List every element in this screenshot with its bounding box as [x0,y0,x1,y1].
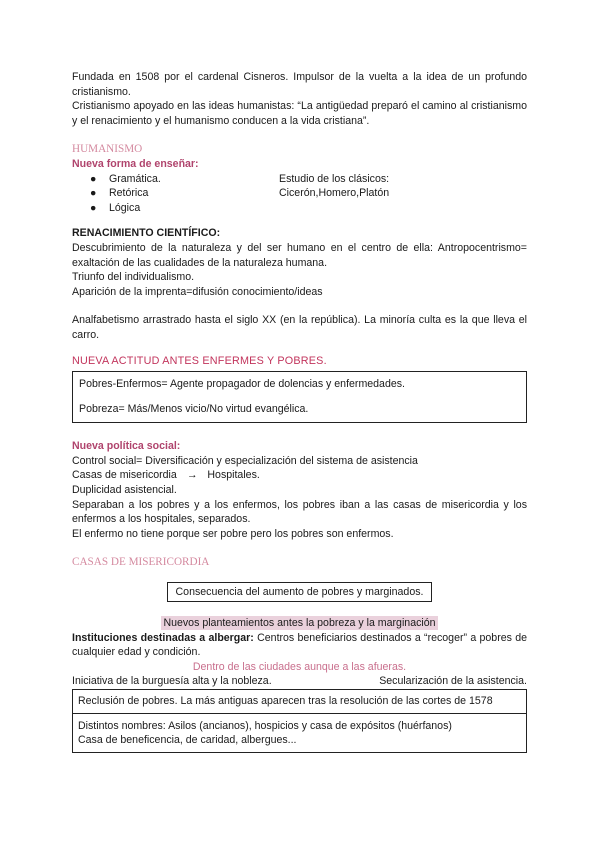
casas-label: Casas de misericordia [72,469,177,482]
planteamientos-highlight: Nuevos planteamientos antes la pobreza y la marginación [163,617,436,630]
politica-line-3: Duplicidad asistencial. [72,484,177,497]
nueva-forma-heading: Nueva forma de enseñar: [72,157,199,170]
politica-line-2 [72,468,527,483]
humanismo-list [72,172,527,216]
casas-heading: CASAS DE MISERICORDIA [72,556,210,569]
analfabetismo-note: Analfabetismo arrastrado hasta el siglo XX (en la república). La minoría culta es la que lleva el carro. [72,314,527,341]
iniciativa-row [72,674,527,689]
nombres-line-1: Distintos nombres: Asilos (ancianos), hospicios y casa de expósitos (huérfanos) [78,719,452,732]
bullet-icon: ● [90,187,97,200]
consecuencia-wrapper [72,582,527,602]
secularizacion-text: Secularización de la asistencia. [379,675,527,688]
instituciones-text: Centros beneficiarios destinados a “recoger” a pobres de cualquier edad y condición. [72,631,527,659]
reclusion-line: Reclusión de pobres. La más antiguas aparecen tras la resolución de las cortes de 1578 [78,695,493,707]
list-item-left: Gramática. [109,172,161,185]
politica-line-1: Control social= Diversificación y especialización del sistema de asistencia [72,454,418,467]
instituciones-label: Instituciones destinadas a albergar: [72,631,254,644]
nombres-cell [73,713,526,752]
politica-line-4: Separaban a los pobres y a los enfermos, los pobres iban a las casas de misericordia y los enfermos a los hospitales, separados. [72,498,527,526]
list-item-left: Retórica [109,187,149,200]
renacimiento-line-3: Aparición de la imprenta=difusión conocimiento/ideas [72,285,323,298]
actitud-box-line-2: Pobreza= Más/Menos vicio/No virtud evangélica. [79,402,309,415]
document-page [72,70,527,753]
nombres-line-2: Casa de beneficencia, de caridad, albergues... [78,734,297,747]
actitud-heading: NUEVA ACTITUD ANTES ENFERMES Y POBRES. [72,354,327,367]
renacimiento-heading: RENACIMIENTO CIENTÍFICO: [72,227,221,240]
list-item [72,201,527,216]
hospitales-label: Hospitales. [207,469,260,482]
renacimiento-line-2: Triunfo del individualismo. [72,271,195,284]
list-item-left: Lógica [109,201,141,214]
reclusion-box [72,689,527,753]
politica-heading: Nueva política social: [72,440,181,453]
bullet-icon: ● [90,201,97,214]
bullet-icon: ● [90,172,97,185]
actitud-box [72,371,527,423]
consecuencia-box: Consecuencia del aumento de pobres y marginados. [167,582,433,602]
intro-paragraph-1: Fundada en 1508 por el cardenal Cisneros. Impulsor de la vuelta a la idea de un profundo cristianismo. [72,71,527,98]
humanismo-heading: HUMANISMO [72,143,143,156]
instituciones-paragraph [72,631,527,660]
list-item [72,186,527,201]
actitud-box-line-1: Pobres-Enfermos= Agente propagador de dolencias y enfermedades. [79,378,405,391]
list-item-right: Cicerón,Homero,Platón [279,187,390,200]
list-item-right: Estudio de los clásicos: [279,172,390,185]
iniciativa-text: Iniciativa de la burguesía alta y la nobleza. [72,675,272,688]
renacimiento-line-1: Descubrimiento de la naturaleza y del ser humano en el centro de ella: Antropocentrismo= exaltación de las cualidades de la naturaleza humana. [72,241,527,269]
politica-line-5: El enfermo no tiene porque ser pobre pero los pobres son enfermos. [72,527,394,540]
planteamientos-line [72,616,527,631]
reclusion-cell [73,690,526,713]
ciudades-line: Dentro de las ciudades aunque a las afueras. [192,660,407,673]
intro-paragraph-2: Cristianismo apoyado en las ideas humanistas: “La antigüedad preparó el camino al cristianismo y el renacimiento y el humanismo conducen a la vida cristiana”. [72,100,527,127]
list-item [72,172,527,187]
arrow-right-icon: → [186,469,198,482]
